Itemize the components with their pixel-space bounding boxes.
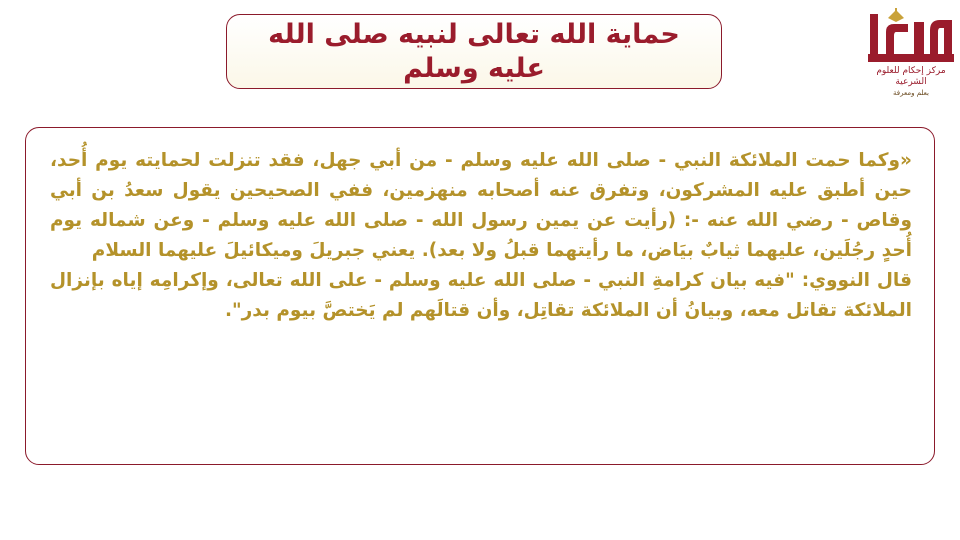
- content-paragraph-2: قال النووي: "فيه بيان كرامةِ النبي - صلى الله عليه وسلم - على الله تعالى، وإكرامِه إياه بإنزال الملائكة تقاتل معه، وبيانُ أن الملائكة تقاتِل، وأن قتالَهم لم يَختصَّ بيوم بدر".: [50, 270, 912, 321]
- logo-caption: [864, 66, 958, 99]
- logo-caption-main: مركز إحكام للعلوم الشرعية: [876, 66, 946, 87]
- content-box: [25, 127, 935, 465]
- logo-caption-sub: بعلم ومعرفة: [893, 89, 929, 97]
- title-box: [226, 14, 722, 89]
- logo-icon: [868, 8, 954, 64]
- content-paragraph-1: «وكما حمت الملائكة النبي - صلى الله عليه وسلم - من أبي جهل، فقد تنزلت لحمايته يوم أُحد، حين أطبق عليه المشركون، وتفرق عنه أصحابه منهزمين، ففي الصحيحين يقول سعدُ بن أبي وقاص - رضي الله عنه -: (رأيت عن يمين رسول الله - صلى الله عليه وسلم - وعن شماله يوم أُحدٍ رجُلَين، عليهما ثيابٌ بيَاض، ما رأيتهما قبلُ ولا بعد). يعني جبريلَ وميكائيلَ عليهما السلام: [50, 150, 912, 261]
- slide-title: حماية الله تعالى لنبيه صلى الله عليه وسلم: [268, 18, 680, 84]
- content-text: [50, 146, 912, 326]
- logo: [864, 4, 958, 96]
